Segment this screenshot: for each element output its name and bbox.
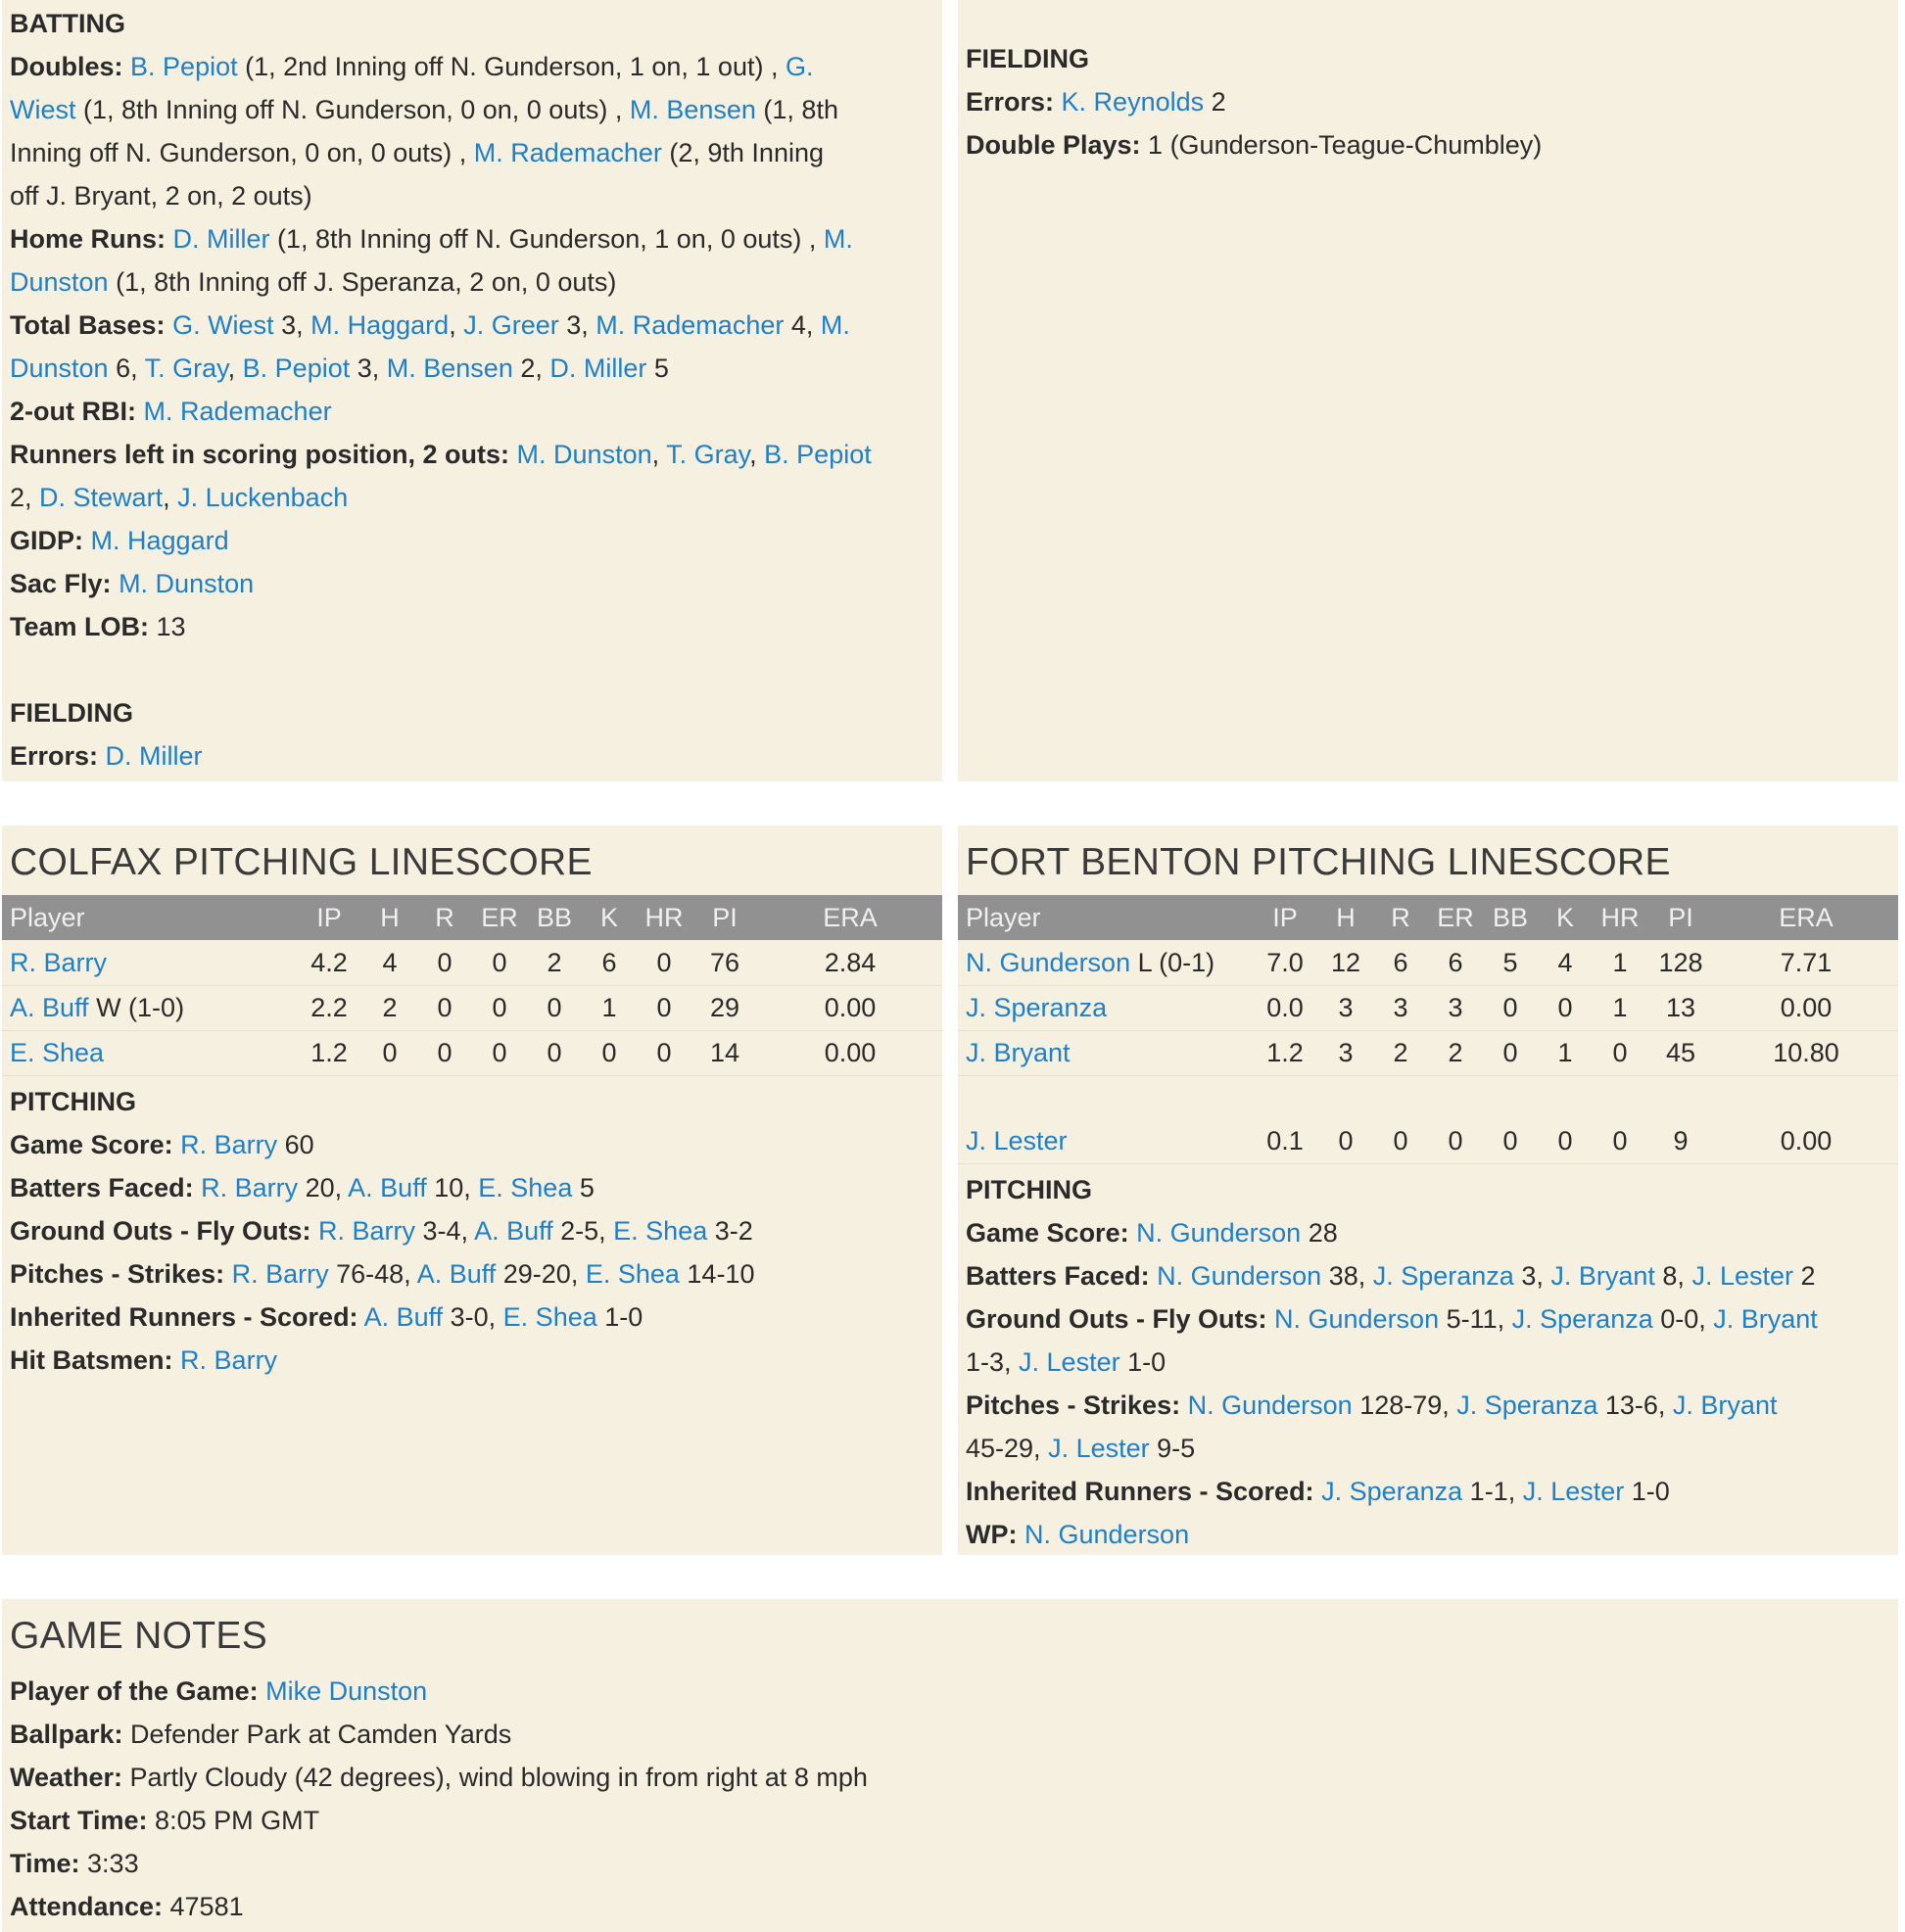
column-header: HR: [637, 895, 691, 940]
player-link[interactable]: N. Gunderson: [1187, 1390, 1353, 1420]
player-link[interactable]: M. Bensen: [386, 353, 513, 383]
game-time-line: Time: 3:33: [10, 1849, 139, 1878]
batting-panel: [2, 0, 942, 781]
errors-line: Errors: D. Miller: [10, 741, 203, 771]
player-link[interactable]: N. Gunderson: [1274, 1303, 1440, 1334]
player-link[interactable]: M.: [820, 310, 850, 340]
inherited-runners-line: Inherited Runners - Scored: J. Speranza 1-1, J. Lester 1-0: [966, 1476, 1670, 1506]
player-link[interactable]: J. Lester: [966, 1125, 1068, 1155]
player-link[interactable]: E. Shea: [613, 1215, 708, 1246]
pitches-strikes-line: Pitches - Strikes: R. Barry 76-48, A. Buff 29-20, E. Shea 14-10: [10, 1258, 755, 1289]
hit-batsmen-line: Hit Batsmen: R. Barry: [10, 1344, 278, 1375]
player-link[interactable]: Wiest: [10, 95, 76, 124]
table-row: N. Gunderson L (0-1) 7.0 12 6 6 5 4 1 128 7.71: [958, 940, 1898, 985]
game-score-line: Game Score: R. Barry 60: [10, 1129, 314, 1159]
player-link[interactable]: A. Buff: [416, 1258, 497, 1289]
player-link[interactable]: D. Miller: [549, 353, 647, 383]
two-out-rbi-line: 2-out RBI: M. Rademacher: [10, 397, 332, 426]
ballpark-line: Ballpark: Defender Park at Camden Yards: [10, 1720, 512, 1749]
player-link[interactable]: M. Rademacher: [473, 138, 662, 167]
player-link[interactable]: R. Barry: [318, 1215, 416, 1246]
table-row: A. Buff W (1-0) 2.2 2 0 0 0 1 0 29 0.00: [2, 985, 942, 1030]
start-time-line: Start Time: 8:05 PM GMT: [10, 1806, 320, 1835]
player-link[interactable]: M. Haggard: [90, 526, 229, 555]
double-plays-line: Double Plays: 1 (Gunderson-Teague-Chumbley): [966, 130, 1543, 160]
errors-line: Errors: K. Reynolds 2: [966, 87, 1226, 117]
player-link[interactable]: E. Shea: [585, 1258, 680, 1289]
player-link[interactable]: D. Stewart: [39, 483, 164, 512]
table-row: E. Shea 1.2 0 0 0 0 0 0 14 0.00: [2, 1030, 942, 1075]
player-link[interactable]: R. Barry: [180, 1344, 278, 1375]
column-header: IP: [296, 895, 362, 940]
doubles-line-3: Inning off N. Gunderson, 0 on, 0 outs) , M. Rademacher (2, 9th Inning: [10, 138, 824, 167]
column-header: PI: [1647, 895, 1714, 940]
player-link[interactable]: J. Speranza: [1321, 1476, 1463, 1506]
column-header: ERA: [758, 895, 942, 940]
column-header: K: [582, 895, 637, 940]
player-link[interactable]: E. Shea: [10, 1038, 105, 1067]
player-link[interactable]: J. Bryant: [1550, 1260, 1655, 1291]
table-row: J. Bryant 1.2 3 2 2 0 1 0 45 10.80: [958, 1030, 1898, 1075]
player-link[interactable]: M. Dunston: [119, 569, 255, 598]
player-link[interactable]: J. Greer: [463, 310, 559, 340]
player-link[interactable]: J. Lester: [1522, 1476, 1625, 1506]
colfax-pitching-notes: [2, 1076, 942, 1382]
player-link[interactable]: G.: [785, 52, 814, 81]
player-link[interactable]: J. Speranza: [1372, 1260, 1514, 1291]
player-link[interactable]: G. Wiest: [172, 310, 274, 340]
weather-line: Weather: Partly Cloudy (42 degrees), wind blowing in from right at 8 mph: [10, 1763, 868, 1792]
panel-title: GAME NOTES: [10, 1615, 268, 1657]
table-row: J. Lester 0.1 0 0 0 0 0 0 9 0.00: [958, 1075, 1898, 1163]
panel-title: COLFAX PITCHING LINESCORE: [10, 841, 593, 883]
go-fo-line-1: Ground Outs - Fly Outs: N. Gunderson 5-11, J. Speranza 0-0, J. Bryant: [966, 1303, 1818, 1334]
player-of-game-line: Player of the Game: Mike Dunston: [10, 1676, 428, 1706]
column-header: BB: [1483, 895, 1538, 940]
player-link[interactable]: J. Bryant: [966, 1038, 1071, 1067]
player-link[interactable]: B. Pepiot: [764, 440, 872, 469]
risp-line-2: 2, D. Stewart, J. Luckenbach: [10, 483, 349, 512]
player-link[interactable]: Mike Dunston: [265, 1676, 428, 1706]
player-link[interactable]: R. Barry: [201, 1172, 299, 1202]
column-header: BB: [527, 895, 582, 940]
team-lob-line: Team LOB: 13: [10, 612, 186, 641]
player-link[interactable]: A. Buff: [348, 1172, 427, 1202]
player-link[interactable]: B. Pepiot: [130, 52, 238, 81]
panel-title: FORT BENTON PITCHING LINESCORE: [966, 841, 1671, 883]
colfax-pitching-panel: [2, 825, 942, 1555]
doubles-line-1: Doubles: B. Pepiot (1, 2nd Inning off N. Gunderson, 1 on, 1 out) , G.: [10, 52, 814, 81]
home-runs-line-2: Dunston (1, 8th Inning off J. Speranza, 2 on, 0 outs): [10, 267, 617, 297]
doubles-line-4: off J. Bryant, 2 on, 2 outs): [10, 181, 312, 211]
player-link[interactable]: M. Bensen: [629, 95, 756, 124]
player-link[interactable]: M. Rademacher: [143, 397, 332, 426]
pitching-heading: PITCHING: [10, 1086, 137, 1116]
column-header: IP: [1252, 895, 1318, 940]
player-link[interactable]: N. Gunderson: [1136, 1217, 1302, 1248]
total-bases-line-2: Dunston 6, T. Gray, B. Pepiot 3, M. Bensen 2, D. Miller 5: [10, 353, 669, 383]
inherited-runners-line: Inherited Runners - Scored: A. Buff 3-0, E. Shea 1-0: [10, 1301, 643, 1332]
player-link[interactable]: J. Luckenbach: [177, 483, 349, 512]
player-link[interactable]: Dunston: [10, 267, 109, 297]
table-row: R. Barry 4.2 4 0 0 2 6 0 76 2.84: [2, 940, 942, 985]
player-link[interactable]: T. Gray: [144, 353, 228, 383]
attendance-line: Attendance: 47581: [10, 1892, 244, 1921]
fort-benton-pitching-panel: [958, 825, 1898, 1555]
player-link[interactable]: J. Lester: [1019, 1346, 1120, 1377]
player-link[interactable]: K. Reynolds: [1061, 87, 1205, 117]
column-header: H: [1318, 895, 1373, 940]
player-link[interactable]: J. Speranza: [1456, 1390, 1598, 1420]
player-link[interactable]: N. Gunderson: [1157, 1260, 1322, 1291]
sac-fly-line: Sac Fly: M. Dunston: [10, 569, 255, 598]
batters-faced-line: Batters Faced: R. Barry 20, A. Buff 10, E. Shea 5: [10, 1172, 595, 1202]
pitches-strikes-line-2: 45-29, J. Lester 9-5: [966, 1433, 1196, 1463]
fielding-heading: FIELDING: [966, 44, 1089, 73]
table-header-row: [2, 895, 942, 940]
column-header: R: [417, 895, 472, 940]
player-link[interactable]: A. Buff: [363, 1301, 444, 1332]
fort-benton-pitching-notes: [958, 1164, 1898, 1556]
game-score-line: Game Score: N. Gunderson 28: [966, 1217, 1338, 1248]
pitching-linescore-table: [2, 895, 942, 1076]
player-link[interactable]: N. Gunderson: [1024, 1519, 1190, 1549]
column-header: Player: [2, 895, 296, 940]
player-link[interactable]: N. Gunderson: [966, 947, 1131, 977]
wild-pitch-line: WP: N. Gunderson: [966, 1519, 1190, 1549]
game-notes-panel: [2, 1599, 1898, 1932]
go-fo-line-2: 1-3, J. Lester 1-0: [966, 1346, 1167, 1377]
player-link[interactable]: Dunston: [10, 353, 109, 383]
column-header: R: [1373, 895, 1428, 940]
player-link[interactable]: J. Bryant: [1672, 1390, 1778, 1420]
player-link[interactable]: D. Miller: [105, 741, 203, 771]
player-link[interactable]: R. Barry: [10, 947, 108, 977]
column-header: H: [362, 895, 417, 940]
pitches-strikes-line-1: Pitches - Strikes: N. Gunderson 128-79, J. Speranza 13-6, J. Bryant: [966, 1390, 1778, 1420]
player-link[interactable]: M. Dunston: [516, 440, 652, 469]
pitching-heading: PITCHING: [966, 1174, 1093, 1204]
go-fo-line: Ground Outs - Fly Outs: R. Barry 3-4, A. Buff 2-5, E. Shea 3-2: [10, 1215, 753, 1246]
home-runs-line-1: Home Runs: D. Miller (1, 8th Inning off N. Gunderson, 1 on, 0 outs) , M.: [10, 224, 853, 254]
player-link[interactable]: A. Buff: [474, 1215, 553, 1246]
table-row: J. Speranza 0.0 3 3 3 0 0 1 13 0.00: [958, 985, 1898, 1030]
player-link[interactable]: J. Bryant: [1713, 1303, 1818, 1334]
player-link[interactable]: R. Barry: [180, 1129, 278, 1159]
decision: W (1-0): [88, 993, 185, 1022]
batters-faced-line: Batters Faced: N. Gunderson 38, J. Speranza 3, J. Bryant 8, J. Lester 2: [966, 1260, 1816, 1291]
player-link[interactable]: R. Barry: [231, 1258, 329, 1289]
player-link[interactable]: B. Pepiot: [242, 353, 351, 383]
column-header: K: [1538, 895, 1593, 940]
column-header: HR: [1593, 895, 1647, 940]
fielding-panel: [958, 0, 1898, 781]
player-link[interactable]: A. Buff: [10, 993, 89, 1022]
risp-line-1: Runners left in scoring position, 2 outs: M. Dunston, T. Gray, B. Pepiot: [10, 440, 872, 469]
table-header-row: [958, 895, 1898, 940]
player-link[interactable]: M.: [823, 224, 853, 254]
player-link[interactable]: J. Speranza: [966, 993, 1108, 1022]
player-link[interactable]: J. Speranza: [1511, 1303, 1653, 1334]
player-link[interactable]: D. Miller: [172, 224, 270, 254]
total-bases-line-1: Total Bases: G. Wiest 3, M. Haggard, J. Greer 3, M. Rademacher 4, M.: [10, 310, 850, 340]
column-header: Player: [958, 895, 1252, 940]
column-header: ERA: [1714, 895, 1898, 940]
player-link[interactable]: M. Rademacher: [595, 310, 785, 340]
player-link[interactable]: E. Shea: [478, 1172, 573, 1202]
game-notes-body: [2, 1666, 1898, 1928]
player-link[interactable]: J. Lester: [1691, 1260, 1793, 1291]
player-link[interactable]: T. Gray: [666, 440, 750, 469]
player-link[interactable]: M. Haggard: [310, 310, 450, 340]
player-link[interactable]: J. Lester: [1048, 1433, 1150, 1463]
fielding-heading: FIELDING: [10, 698, 133, 728]
decision: L (0-1): [1130, 947, 1215, 977]
column-header: ER: [1428, 895, 1483, 940]
gidp-line: GIDP: M. Haggard: [10, 526, 229, 555]
column-header: PI: [691, 895, 758, 940]
player-link[interactable]: E. Shea: [502, 1301, 597, 1332]
pitching-linescore-table: [958, 895, 1898, 1164]
column-header: ER: [472, 895, 527, 940]
batting-heading: BATTING: [10, 9, 125, 38]
doubles-line-2: Wiest (1, 8th Inning off N. Gunderson, 0 on, 0 outs) , M. Bensen (1, 8th: [10, 95, 838, 124]
